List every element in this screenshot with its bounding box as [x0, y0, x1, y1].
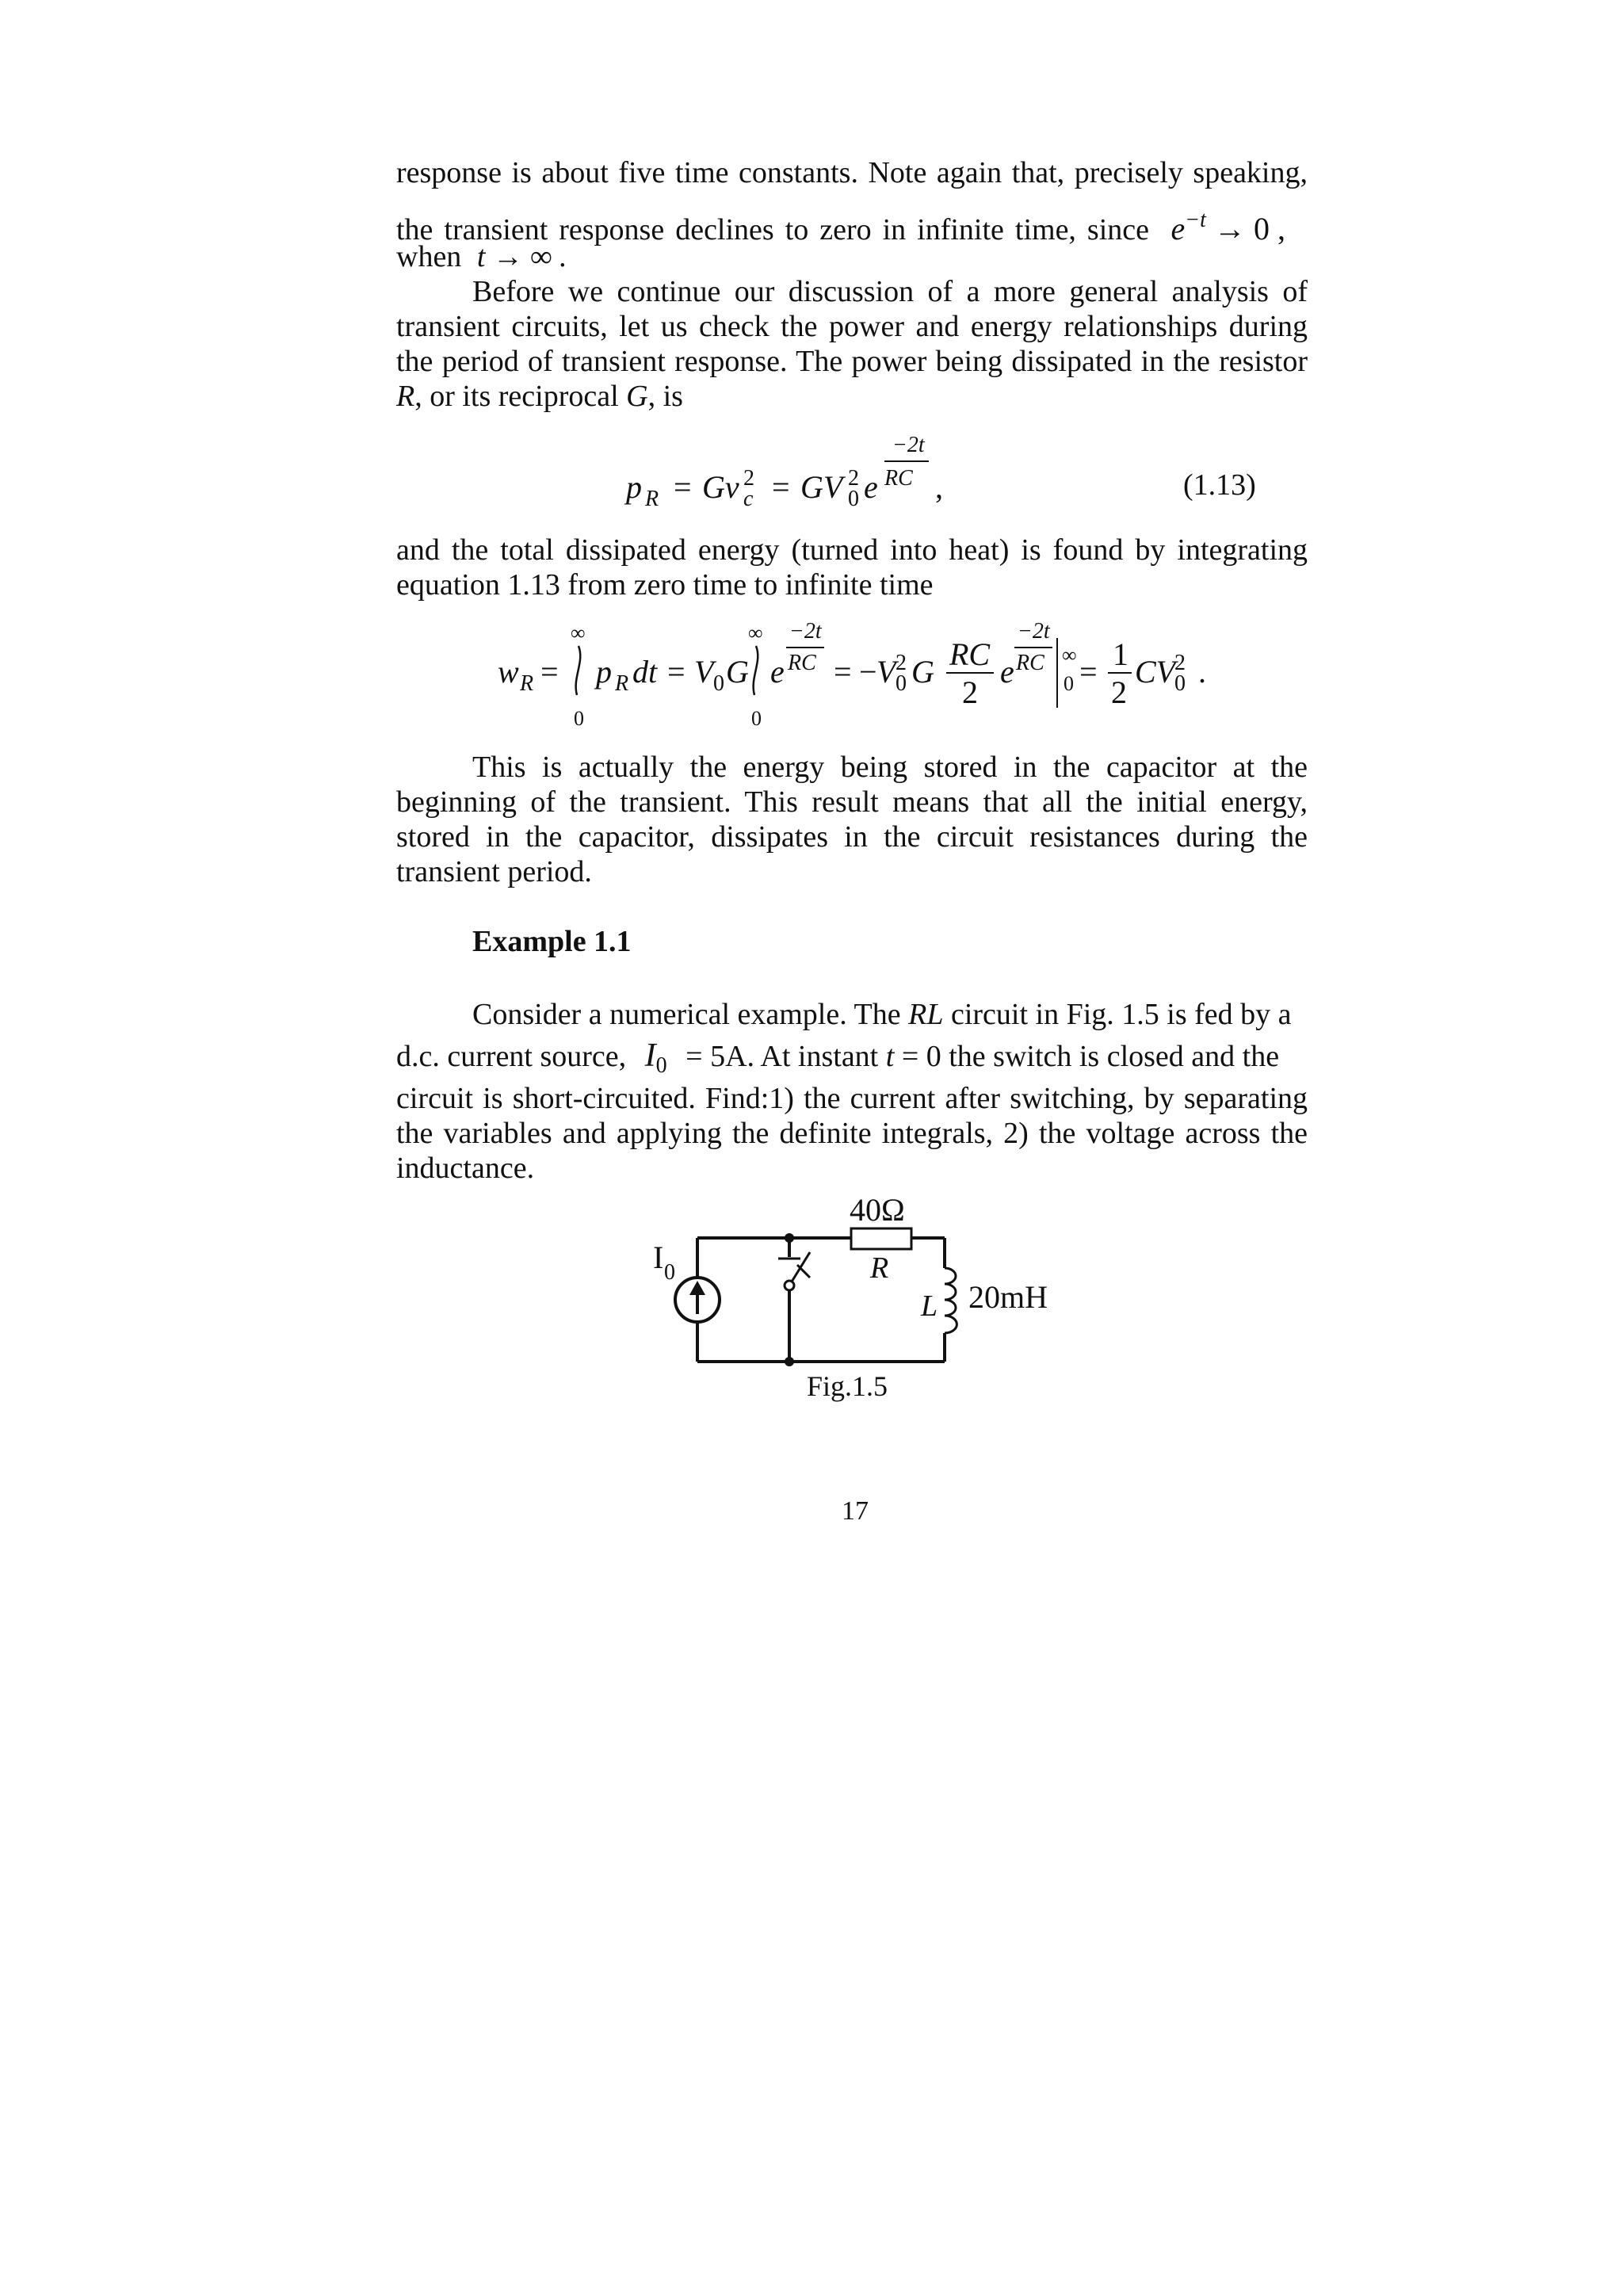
svg-text:=: = — [772, 469, 790, 505]
svg-text:0: 0 — [1064, 672, 1074, 695]
svg-text:0: 0 — [751, 707, 762, 730]
svg-text:2: 2 — [1174, 651, 1186, 675]
svg-text:R: R — [520, 671, 534, 696]
svg-text:=: = — [1079, 654, 1098, 690]
svg-text:RC: RC — [949, 636, 991, 672]
equation-1-13 — [618, 428, 975, 515]
paragraph-4-line-4: transient period. — [396, 855, 592, 888]
svg-text:1: 1 — [1113, 636, 1128, 672]
svg-text:0: 0 — [713, 671, 724, 696]
svg-text:p: p — [626, 469, 642, 505]
paragraph-3-line-2: equation 1.13 from zero time to infinite time — [396, 568, 934, 602]
svg-text:=: = — [667, 654, 685, 690]
paragraph-2-line-4-end: , is — [647, 380, 683, 413]
paragraph-2-line-2: transient circuits, let us check the power and energy relationships during — [396, 310, 1308, 343]
svg-text:∞: ∞ — [571, 621, 586, 644]
svg-text:,: , — [935, 469, 943, 505]
svg-text:−: − — [859, 654, 877, 690]
equation-number: (1.13) — [1183, 468, 1256, 502]
svg-text:e: e — [1000, 654, 1014, 690]
example-heading: Example 1.1 — [472, 925, 632, 958]
paragraph-2-line-4-mid: , or its reciprocal — [414, 380, 619, 413]
resistor-label: R — [870, 1251, 889, 1285]
paragraph-4-line-2: beginning of the transient. This result means that all the initial energy, — [396, 785, 1308, 819]
svg-text:0: 0 — [574, 707, 584, 730]
svg-text:−2t: −2t — [892, 433, 925, 457]
svg-text:CV: CV — [1135, 654, 1176, 690]
svg-text:=: = — [834, 654, 852, 690]
example-line-2-c: = 0 the switch is closed and the — [901, 1040, 1280, 1073]
svg-text:.: . — [1198, 654, 1206, 690]
svg-text:e: e — [770, 654, 785, 690]
math-exponent: −t — [1185, 208, 1206, 232]
example-line-2 — [396, 1038, 1308, 1083]
svg-text:=: = — [540, 654, 559, 690]
svg-text:−2t: −2t — [789, 619, 822, 644]
example-line-2-a: d.c. current source, — [396, 1040, 627, 1073]
symbol-g: G — [626, 380, 648, 413]
paragraph-2-line-1: Before we continue our discussion of a more general analysis of — [472, 275, 1308, 308]
svg-text:2: 2 — [896, 651, 907, 675]
example-line-1-a: Consider a numerical example. The — [472, 998, 901, 1031]
svg-text:=: = — [674, 469, 692, 505]
svg-text:Gv: Gv — [702, 469, 739, 505]
symbol-t: t — [885, 1040, 895, 1073]
source-sub: 0 — [664, 1260, 675, 1285]
svg-text:p: p — [596, 654, 612, 690]
math-t-to-infinity: t → ∞ . — [476, 240, 567, 273]
word-when: when — [396, 240, 462, 273]
math-arrow-zero: → 0 , — [1213, 211, 1285, 246]
svg-text:c: c — [743, 487, 754, 511]
svg-text:∞: ∞ — [748, 621, 763, 644]
symbol-rl: RL — [908, 998, 944, 1031]
svg-text:RC: RC — [788, 651, 816, 675]
example-line-1-b: circuit in Fig. 1.5 is fed by a — [950, 998, 1292, 1031]
paragraph-2-line-3: the period of transient response. The power being dissipated in the resistor — [396, 345, 1308, 378]
svg-text:0: 0 — [848, 487, 859, 511]
example-line-3: circuit is short-circuited. Find:1) the current after switching, by separating — [396, 1082, 1308, 1115]
svg-text:dt: dt — [632, 654, 658, 690]
paragraph-1-line-3 — [396, 239, 1308, 274]
symbol-r: R — [396, 380, 415, 413]
example-line-1 — [472, 997, 1308, 1032]
svg-text:∞: ∞ — [1062, 644, 1077, 667]
svg-text:R: R — [615, 671, 629, 696]
svg-text:e: e — [864, 469, 878, 505]
svg-text:0: 0 — [896, 671, 907, 696]
paragraph-2-line-4 — [396, 379, 1308, 414]
paragraph-1-line-1: response is about five time constants. Note again that, precisely speaking, — [396, 156, 1308, 189]
inductor-value: 20mH — [968, 1279, 1048, 1315]
svg-text:0: 0 — [1174, 671, 1186, 696]
figure-caption: Fig.1.5 — [807, 1370, 888, 1402]
symbol-i: I — [644, 1037, 656, 1074]
svg-text:V: V — [694, 654, 714, 690]
example-line-2-b: = 5A. At instant — [685, 1040, 879, 1073]
svg-text:GV: GV — [800, 469, 843, 505]
svg-text:RC: RC — [1016, 651, 1044, 675]
paragraph-4-line-1: This is actually the energy being stored in the capacitor at the — [472, 751, 1308, 784]
inductor-label: L — [921, 1289, 938, 1323]
svg-text:G: G — [726, 654, 749, 690]
paragraph-4-line-3: stored in the capacitor, dissipates in the circuit resistances during the — [396, 820, 1308, 854]
symbol-i-sub: 0 — [655, 1053, 667, 1078]
svg-text:2: 2 — [848, 466, 859, 491]
svg-text:−2t: −2t — [1018, 619, 1050, 644]
example-line-5: inductance. — [396, 1152, 535, 1185]
svg-text:2: 2 — [962, 674, 978, 710]
page-number: 17 — [842, 1496, 869, 1526]
circuit-diagram — [642, 1189, 1070, 1379]
svg-text:G: G — [911, 654, 934, 690]
math-e: e — [1170, 211, 1186, 246]
paragraph-3-line-1: and the total dissipated energy (turned into heat) is found by integrating — [396, 533, 1308, 567]
source-label: I — [653, 1240, 664, 1275]
resistor-value: 40Ω — [850, 1192, 905, 1228]
symbol-i0 — [644, 1037, 667, 1078]
paragraph-1-line-2-text: the transient response declines to zero in infinite time, since — [396, 213, 1149, 246]
svg-text:V: V — [876, 654, 896, 690]
svg-text:2: 2 — [743, 466, 754, 491]
energy-equation — [491, 614, 1220, 733]
svg-text:R: R — [645, 487, 659, 511]
svg-text:w: w — [498, 654, 519, 690]
example-line-4: the variables and applying the definite integrals, 2) the voltage across the — [396, 1117, 1308, 1150]
svg-text:RC: RC — [884, 466, 913, 491]
svg-text:2: 2 — [1111, 674, 1127, 710]
